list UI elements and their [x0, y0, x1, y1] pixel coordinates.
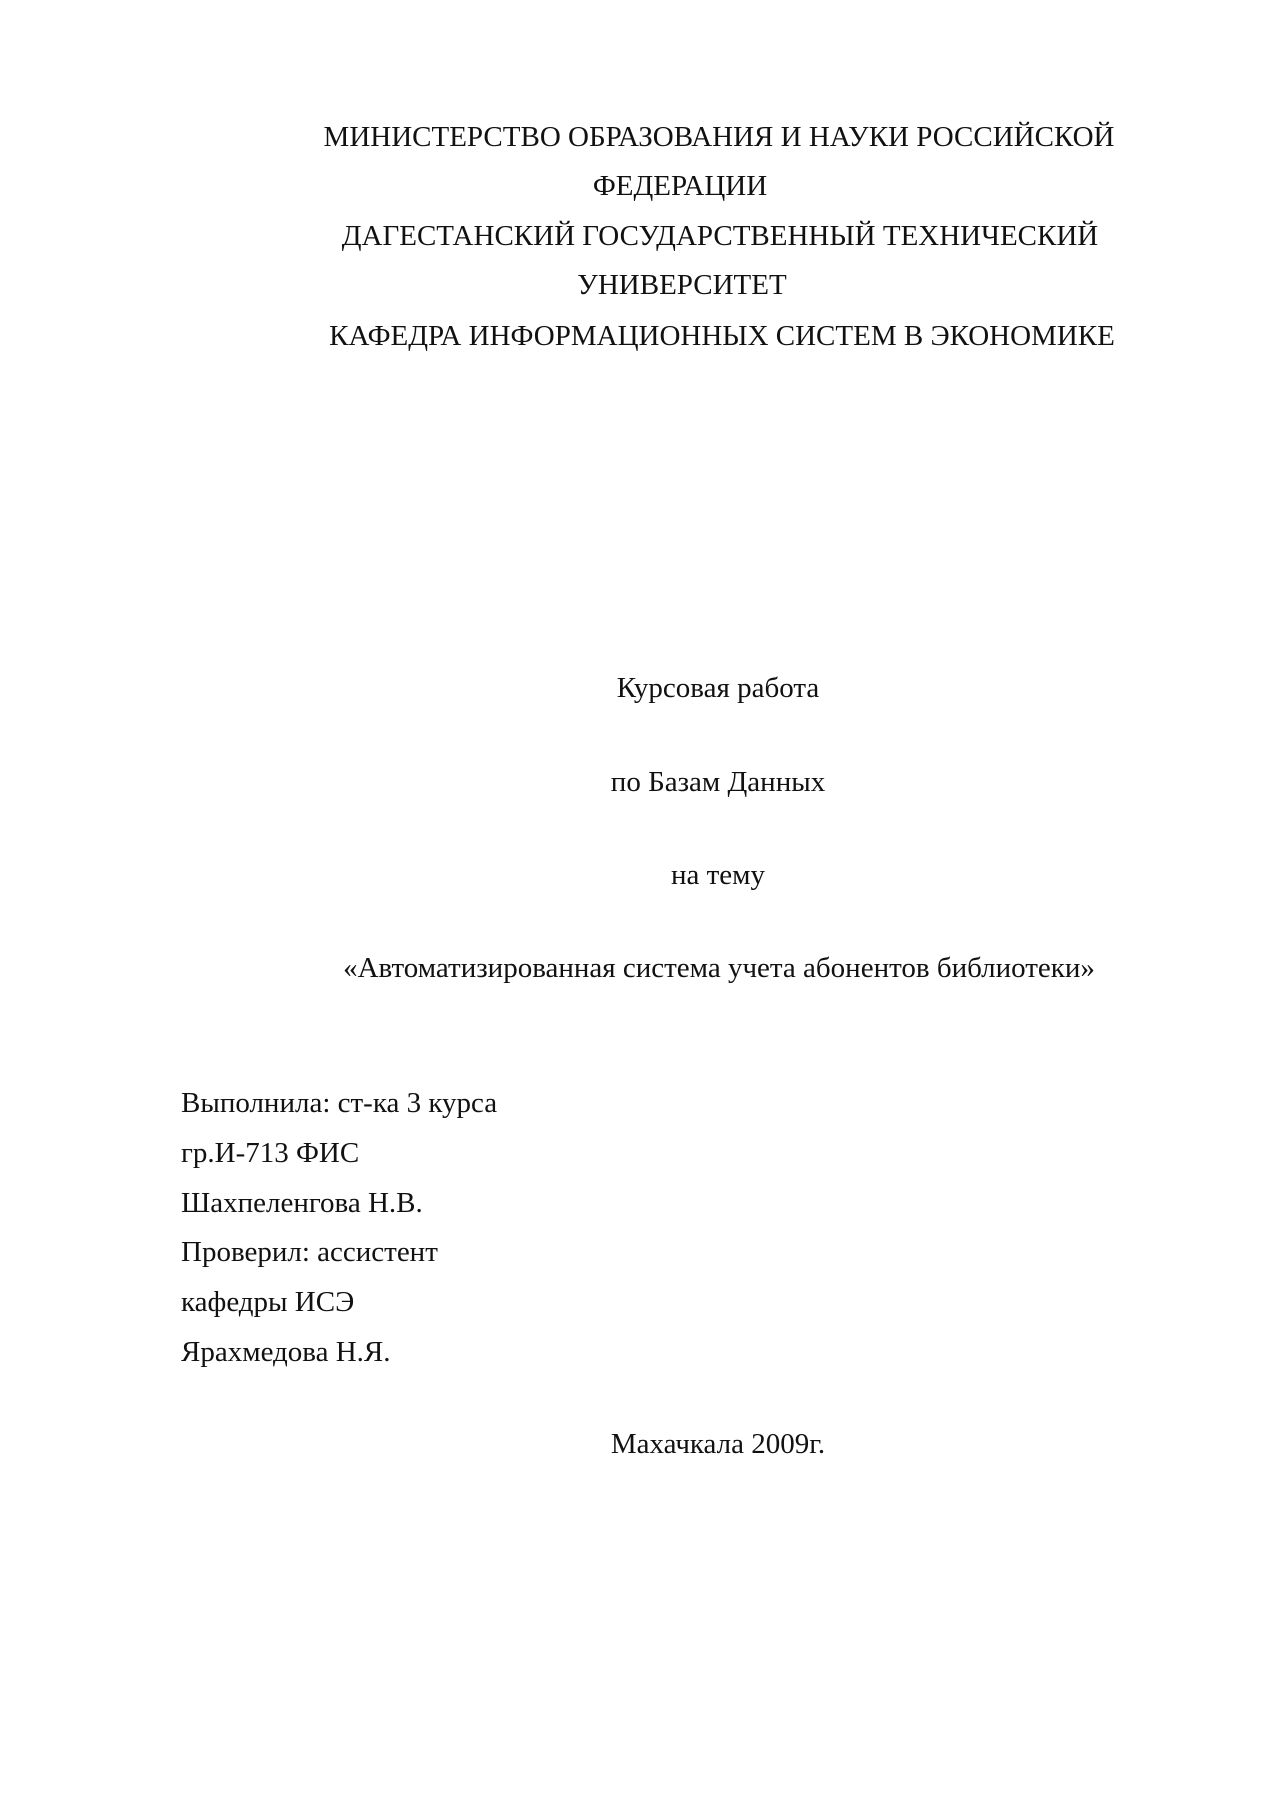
- topic-intro: на тему: [670, 859, 766, 891]
- department-line: КАФЕДРА ИНФОРМАЦИОННЫХ СИСТЕМ В ЭКОНОМИКЕ: [329, 320, 1115, 352]
- ministry-line-continued: ФЕДЕРАЦИИ: [592, 170, 768, 202]
- ministry-line: МИНИСТЕРСТВО ОБРАЗОВАНИЯ И НАУКИ РОССИЙСКОЙ: [323, 121, 1115, 153]
- author-group: гр.И-713 ФИС: [181, 1137, 360, 1169]
- reviewer-name: Ярахмедова Н.Я.: [181, 1336, 391, 1368]
- university-line-continued: УНИВЕРСИТЕТ: [577, 269, 787, 301]
- work-topic: «Автоматизированная система учета абонентов библиотеки»: [343, 952, 1095, 984]
- reviewer-line: Проверил: ассистент: [181, 1236, 438, 1268]
- work-type: Курсовая работа: [616, 672, 820, 704]
- university-line: ДАГЕСТАНСКИЙ ГОСУДАРСТВЕННЫЙ ТЕХНИЧЕСКИЙ: [341, 220, 1099, 252]
- reviewer-department: кафедры ИСЭ: [181, 1286, 355, 1318]
- city-year: Махачкала 2009г.: [610, 1428, 826, 1460]
- author-name: Шахпеленгова Н.В.: [181, 1187, 423, 1219]
- author-line: Выполнила: ст-ка 3 курса: [181, 1087, 498, 1119]
- work-subject: по Базам Данных: [610, 766, 826, 798]
